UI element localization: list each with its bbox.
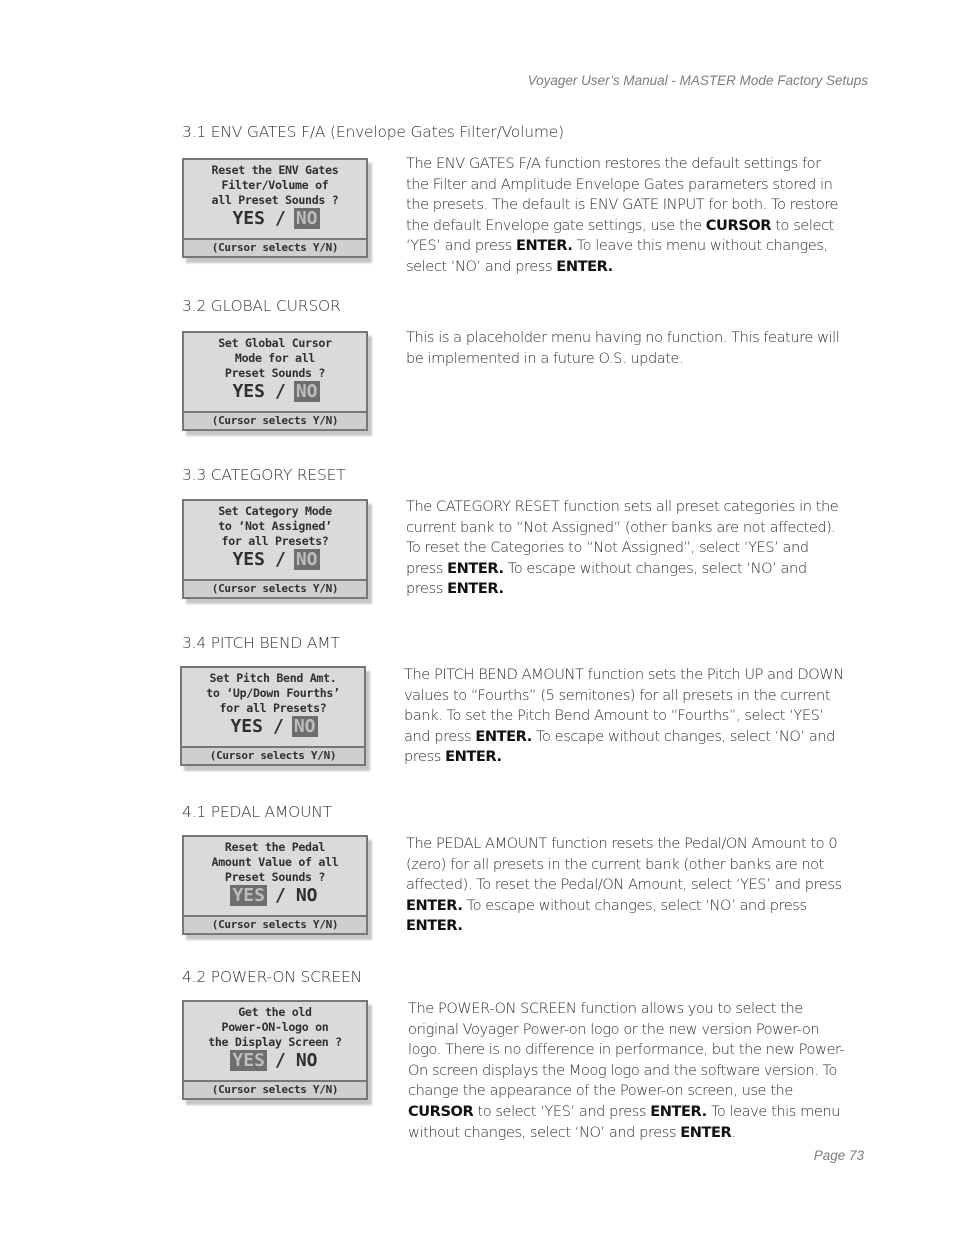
section-description [408, 999, 848, 1143]
lcd-no-option: NO [295, 208, 318, 229]
lcd-line: Preset Sounds ? [224, 870, 326, 884]
body-text: to select ‘YES’ and press [406, 216, 834, 255]
lcd-slash: / [274, 381, 286, 402]
keyword-text: ENTER [680, 1123, 732, 1141]
lcd-no-option: NO [295, 1050, 318, 1071]
section-description [406, 328, 846, 369]
lcd-screen [182, 499, 368, 599]
section-description [404, 665, 844, 768]
lcd-yes-no [184, 549, 366, 571]
lcd-footer: (Cursor selects Y/N) [184, 1080, 366, 1098]
lcd-yes-no [184, 1050, 366, 1072]
lcd-screen [182, 331, 368, 431]
lcd-footer: (Cursor selects Y/N) [182, 746, 364, 764]
keyword-text: CURSOR [408, 1102, 474, 1120]
body-text: . [731, 1123, 736, 1141]
section-heading: 3.1 ENV GATES F/A (Envelope Gates Filter/Volume) [182, 123, 564, 141]
lcd-slash: / [274, 885, 286, 906]
section-description [406, 497, 846, 600]
lcd-no-option: NO [295, 549, 318, 570]
body-text: To escape without changes, select ‘NO’ and press [462, 896, 807, 914]
body-text: The PITCH BEND AMOUNT function sets the Pitch UP and DOWN values to “Fourths” (5 semitones) for all presets in the current bank. To set the Pitch Bend Amount to “Fourths”, select ‘YES’ and press [404, 666, 844, 745]
body-text: To leave this menu without changes, select ‘NO’ and press [408, 1102, 840, 1141]
lcd-line: Reset the Pedal [224, 840, 326, 854]
lcd-slash: / [274, 208, 286, 229]
lcd-no-option: NO [295, 885, 318, 906]
lcd-yes-no [184, 885, 366, 907]
body-text: The POWER-ON SCREEN function allows you to select the original Voyager Power-on logo or the new version Power-on logo. There is no difference in performance, but the new Power-On screen displays the Moog logo and the software version. To change the appearance of the Power-on screen, use the [408, 1000, 845, 1100]
body-text: This is a placeholder menu having no function. This feature will be implemented in a future O.S. update. [406, 329, 840, 367]
body-text: To escape without changes, select ‘NO’ and press [406, 559, 807, 598]
keyword-text: CURSOR [705, 216, 772, 234]
body-text: To leave this menu without changes, select ‘NO’ and press [406, 237, 828, 275]
lcd-footer: (Cursor selects Y/N) [184, 579, 366, 597]
body-text: To escape without changes, select ‘NO’ and press [404, 727, 835, 766]
body-text: The CATEGORY RESET function sets all preset categories in the current bank to “Not Assigned” (other banks are not affected). To reset the Categories to “Not Assigned”, select ‘YES’ and press [406, 498, 839, 577]
lcd-line: for all Presets? [221, 534, 329, 548]
section-heading: 3.2 GLOBAL CURSOR [182, 297, 341, 315]
lcd-screen [182, 1000, 368, 1100]
lcd-line: Filter/Volume of [221, 178, 329, 192]
lcd-line: Set Pitch Bend Amt. [209, 671, 337, 685]
lcd-screen [182, 835, 368, 935]
lcd-yes-no [184, 208, 366, 230]
lcd-line: to ‘Up/Down Fourths’ [206, 686, 340, 700]
lcd-line: Set Global Cursor [218, 336, 332, 350]
lcd-footer: (Cursor selects Y/N) [184, 915, 366, 933]
lcd-line: for all Presets? [219, 701, 327, 715]
running-head: Voyager User’s Manual - MASTER Mode Factory Setups [527, 73, 868, 88]
lcd-yes-option: YES [232, 208, 265, 229]
lcd-yes-no [184, 381, 366, 403]
lcd-line: Mode for all [234, 351, 316, 365]
keyword-text: ENTER. [447, 580, 504, 598]
keyword-text: ENTER. [406, 896, 463, 914]
page-number: Page 73 [813, 1148, 864, 1163]
keyword-text: ENTER. [650, 1102, 707, 1120]
lcd-yes-option: YES [232, 549, 265, 570]
lcd-no-option: NO [293, 716, 316, 737]
lcd-line: Preset Sounds ? [224, 366, 326, 380]
lcd-screen [180, 666, 366, 766]
lcd-line: the Display Screen ? [208, 1035, 342, 1049]
lcd-screen [182, 158, 368, 258]
lcd-line: Get the old [238, 1005, 312, 1019]
lcd-yes-option: YES [232, 885, 265, 906]
lcd-line: to ‘Not Assigned’ [218, 519, 332, 533]
lcd-line: Reset the ENV Gates [211, 163, 339, 177]
lcd-line: all Preset Sounds ? [211, 193, 339, 207]
keyword-text: ENTER. [447, 559, 504, 577]
section-heading: 3.4 PITCH BEND AMT [182, 634, 340, 652]
lcd-line: Power-ON-logo on [221, 1020, 329, 1034]
keyword-text: ENTER. [515, 237, 573, 255]
lcd-line: Set Category Mode [218, 504, 332, 518]
lcd-no-option: NO [295, 381, 318, 402]
lcd-yes-option: YES [232, 381, 265, 402]
lcd-slash: / [272, 716, 284, 737]
section-description [406, 834, 846, 937]
section-heading: 3.3 CATEGORY RESET [182, 466, 346, 484]
section-description [406, 154, 846, 278]
lcd-yes-option: YES [232, 1050, 265, 1071]
keyword-text: ENTER. [406, 917, 463, 935]
keyword-text: ENTER. [445, 748, 502, 766]
lcd-footer: (Cursor selects Y/N) [184, 238, 366, 256]
body-text: The PEDAL AMOUNT function resets the Pedal/ON Amount to 0 (zero) for all presets in the current bank (other banks are not affected). To reset the Pedal/ON Amount, select ‘YES’ and press [406, 835, 842, 894]
lcd-footer: (Cursor selects Y/N) [184, 411, 366, 429]
section-heading: 4.2 POWER-ON SCREEN [182, 968, 362, 986]
keyword-text: ENTER. [475, 727, 532, 745]
body-text: The ENV GATES F/A function restores the default settings for the Filter and Amplitude Envelope Gates parameters stored in the presets. The default is ENV GATE INPUT for both. To restore the default Envelope gate settings, use the [406, 155, 839, 234]
body-text: to select ‘YES’ and press [473, 1102, 651, 1120]
lcd-slash: / [274, 1050, 286, 1071]
keyword-text: ENTER. [556, 257, 613, 275]
lcd-slash: / [274, 549, 286, 570]
lcd-yes-option: YES [230, 716, 263, 737]
lcd-line: Amount Value of all [211, 855, 339, 869]
section-heading: 4.1 PEDAL AMOUNT [182, 803, 332, 821]
lcd-yes-no [182, 716, 364, 738]
